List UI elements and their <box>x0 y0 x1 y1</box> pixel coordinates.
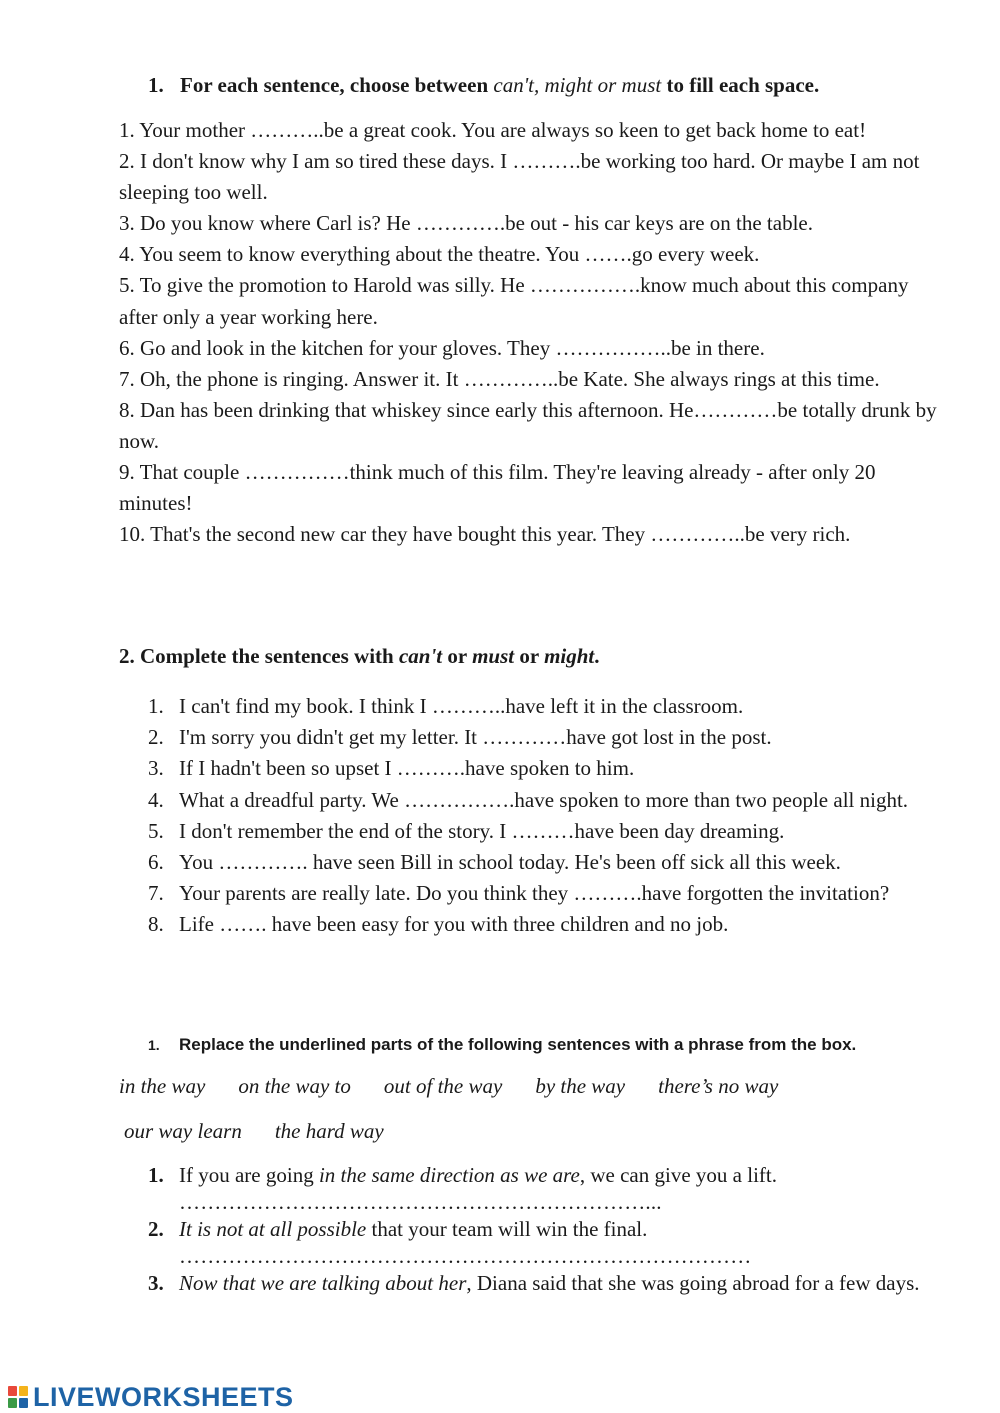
item-text-pre: If you are going <box>179 1163 319 1187</box>
item-text: I can't find my book. I think I ………..have left it in the classroom. <box>179 694 744 718</box>
keyword-might: might <box>544 644 595 668</box>
list-item: 5. To give the promotion to Harold was silly. He …………….know much about this company after only a year working here. <box>119 273 909 329</box>
list-item: 1. Your mother ………..be a great cook. You are always so keen to get back home to eat! <box>119 118 867 142</box>
brand-name: LIVEWORKSHEETS <box>33 1382 294 1412</box>
heading-text-end: to fill each space. <box>661 73 820 97</box>
underlined-part: in the same direction as we are <box>318 1163 580 1187</box>
phrase: there’s no way <box>658 1074 779 1098</box>
item-number: 2. <box>148 1217 164 1241</box>
item-number: 3. <box>148 756 164 781</box>
phrase-box-row-2 <box>124 1119 417 1144</box>
underlined-part: Now that we are talking about her <box>179 1271 467 1295</box>
phrase: our way learn <box>124 1119 242 1143</box>
list-item <box>148 878 948 909</box>
phrase: in the way <box>119 1074 206 1098</box>
heading-italic: can't, might or must <box>493 73 662 97</box>
list-item: 7. Oh, the phone is ringing. Answer it. It …………..be Kate. She always rings at this time. <box>119 366 880 391</box>
section-1-heading <box>148 73 819 98</box>
list-item <box>148 722 948 753</box>
list-item <box>148 753 948 784</box>
section-2-heading <box>119 644 600 669</box>
list-item: 2. I don't know why I am so tired these days. I ……….be working too hard. Or maybe I am not sleeping too well. <box>119 149 920 205</box>
section-2-list <box>148 691 948 941</box>
phrase: on the way to <box>238 1074 351 1098</box>
item-text: Your parents are really late. Do you think they ……….have forgotten the invitation? <box>179 881 890 906</box>
item-number: 4. <box>148 787 164 812</box>
heading-text: 2. Complete the sentences with <box>119 644 399 668</box>
section-1-list <box>119 115 939 550</box>
list-item: 4. You seem to know everything about the theatre. You …….go every week. <box>119 242 760 267</box>
list-item <box>148 785 948 816</box>
list-item <box>148 691 948 722</box>
item-text: Life ……. have been easy for you with three children and no job. <box>179 912 729 937</box>
section-3-list <box>148 1162 948 1297</box>
keyword-cant: can't <box>398 644 443 668</box>
item-text: I don't remember the end of the story. I ………have been day dreaming. <box>179 818 785 843</box>
item-number: 1. <box>148 1163 164 1187</box>
list-item: 3. Do you know where Carl is? He ………….be out - his car keys are on the table. <box>119 211 813 236</box>
phrase-box-row-1 <box>119 1074 811 1099</box>
item-number: 5. <box>148 818 164 843</box>
heading-period: . <box>594 644 600 668</box>
list-item <box>148 1216 948 1270</box>
item-number: 2. <box>148 725 164 750</box>
heading-or: or <box>442 644 473 668</box>
heading-text: For each sentence, choose between <box>180 73 494 97</box>
item-number: 1. <box>148 694 164 718</box>
liveworksheets-icon <box>8 1386 30 1410</box>
list-item <box>148 1270 948 1297</box>
list-item <box>148 909 948 940</box>
item-text <box>179 1216 948 1270</box>
phrase: by the way <box>535 1074 626 1098</box>
answer-line[interactable]: ……………………………………………………………………… <box>179 1244 752 1268</box>
item-text: If I hadn't been so upset I ……….have spoken to him. <box>179 756 635 781</box>
heading-text: Replace the underlined parts of the following sentences with a phrase from the box. <box>179 1035 857 1054</box>
item-number: 7. <box>148 881 164 906</box>
phrase: out of the way <box>383 1074 503 1098</box>
item-number: 8. <box>148 912 164 937</box>
item-text: What a dreadful party. We …………….have spoken to more than two people all night. <box>179 787 909 812</box>
list-item <box>148 1162 948 1216</box>
underlined-part: It is not at all possible <box>179 1217 367 1241</box>
list-item: 10. That's the second new car they have bought this year. They …………..be very rich. <box>119 522 851 547</box>
list-item: 9. That couple ……………think much of this film. They're leaving already - after only 20 minutes! <box>119 460 876 516</box>
item-number: 3. <box>148 1271 164 1295</box>
section-number: 1. <box>148 1037 160 1053</box>
item-text-post: , we can give you a lift. <box>579 1163 777 1187</box>
liveworksheets-logo <box>8 1382 294 1413</box>
item-text <box>179 1270 948 1297</box>
list-item: 8. Dan has been drinking that whiskey since early this afternoon. He…………be totally drunk by now. <box>119 397 937 453</box>
section-number: 1. <box>148 73 164 97</box>
section-3-heading <box>148 1035 856 1055</box>
item-text: You …………. have seen Bill in school today. He's been off sick all this week. <box>179 850 841 875</box>
phrase: the hard way <box>274 1119 384 1143</box>
list-item: 6. Go and look in the kitchen for your gloves. They ……………..be in there. <box>119 335 765 360</box>
item-text <box>179 1162 948 1216</box>
item-text-post: that your team will win the final. <box>366 1217 648 1241</box>
list-item <box>148 816 948 847</box>
item-number: 6. <box>148 850 164 875</box>
list-item <box>148 847 948 878</box>
answer-line[interactable]: …………………………………………………………... <box>179 1190 662 1214</box>
keyword-must: must <box>472 644 515 668</box>
item-text-post: , Diana said that she was going abroad for a few days. <box>466 1271 920 1295</box>
item-text: I'm sorry you didn't get my letter. It …………have got lost in the post. <box>179 725 772 750</box>
heading-or: or <box>514 644 545 668</box>
